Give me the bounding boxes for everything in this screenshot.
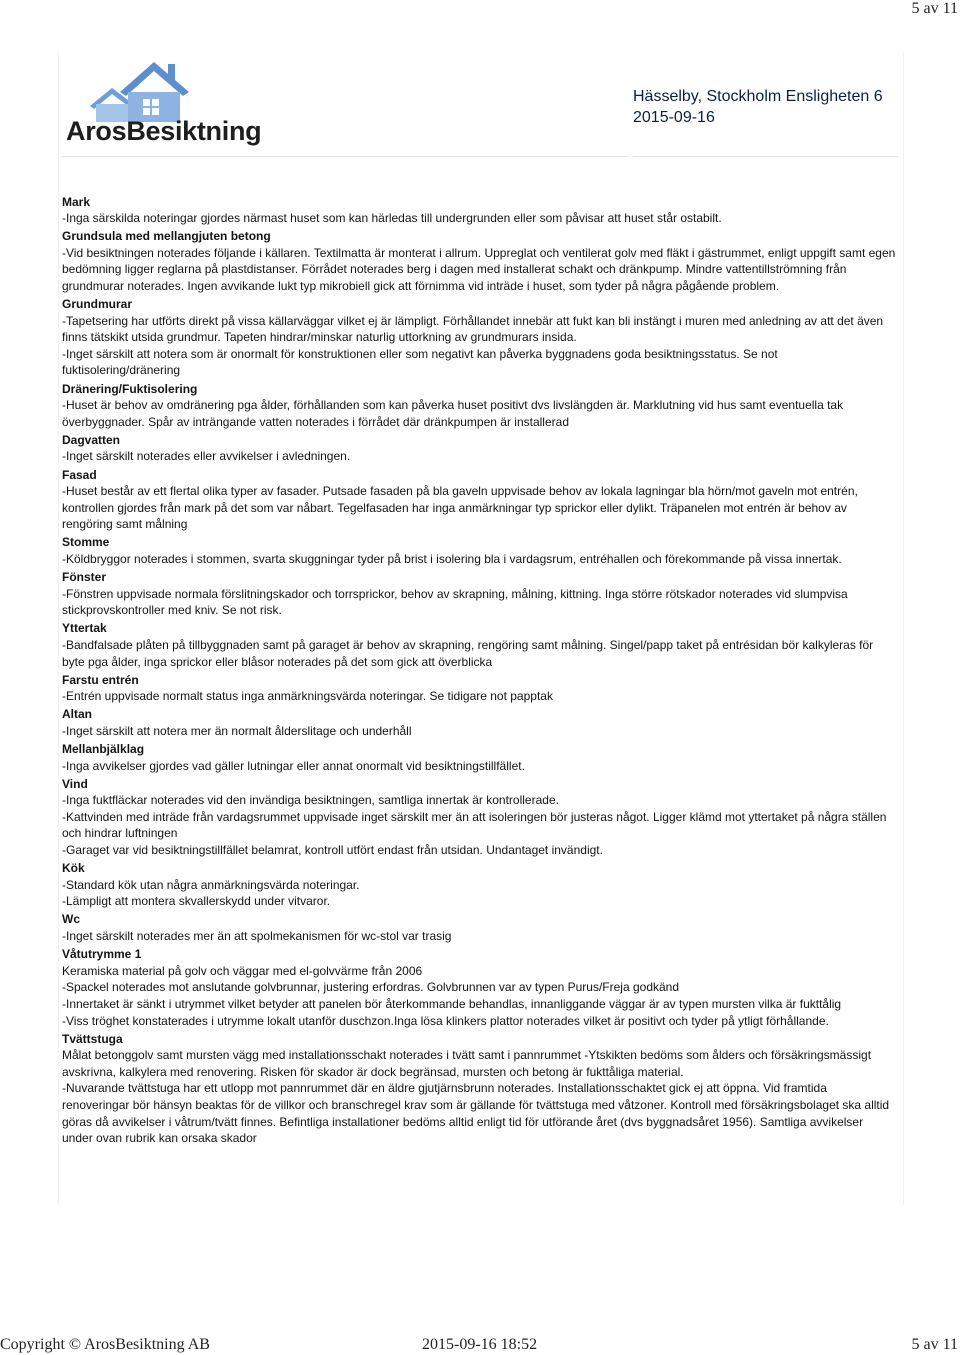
section-heading: Kök	[62, 861, 85, 876]
section-heading: Altan	[62, 707, 92, 722]
section-heading: Yttertak	[62, 621, 107, 636]
report-section	[62, 620, 897, 670]
report-section	[62, 228, 897, 294]
property-address: Hässelby, Stockholm Ensligheten 6	[633, 88, 883, 105]
report-section	[62, 946, 897, 1029]
report-section	[62, 534, 897, 567]
section-heading: Dagvatten	[62, 432, 121, 447]
page-footer	[0, 1336, 960, 1355]
section-paragraph: -Inget särskilt noterades mer än att spolmekanismen för wc-stol var trasig	[62, 929, 452, 944]
footer-copyright: Copyright © ArosBesiktning AB	[0, 1336, 210, 1353]
section-paragraph: -Inget särskilt att notera mer än normalt ålderslitage och underhåll	[62, 723, 412, 738]
section-paragraph: -Kattvinden med inträde från vardagsrummet uppvisade inget särskilt mer än att isoleringen bör justeras något. Ligger klämd mot yttertaket på några ställen och hindrar luftningen	[62, 809, 887, 841]
section-paragraph: -Innertaket är sänkt i utrymmet vilket betyder att panelen bör återkommande behandlas, innanliggande väggar är av typen mursten vilka är fukttålig	[62, 996, 842, 1011]
section-heading: Farstu entrén	[62, 672, 139, 687]
company-logo	[62, 56, 277, 156]
report-section	[62, 706, 897, 739]
logo-text: ArosBesiktning	[66, 116, 262, 146]
section-heading: Grundmurar	[62, 297, 133, 312]
report-section	[62, 296, 897, 379]
report-content	[62, 192, 897, 1147]
section-heading: Stomme	[62, 535, 110, 550]
report-section	[62, 672, 897, 705]
section-paragraph: -Vid besiktningen noterades följande i källaren. Textilmatta är monterat i allrum. Uppreglat och ventilerat golv med fläkt i gästrummet, enligt uppgift samt egen bedömning ligger reglarna på plastdistanser. Förrådet noterades berg i dagen med installerat schakt och dränkpump. Mindre vattentillströmning från grundmurar noterades. Ingen avvikande lukt typ mikrobiell gick att förnimma vid inträde i huset, som tyder på några pågående problem.	[62, 245, 896, 293]
report-section	[62, 432, 897, 465]
section-heading: Grundsula med mellangjuten betong	[62, 229, 271, 244]
section-paragraph: -Spackel noterades mot anslutande golvbrunnar, justering erfordras. Golvbrunnen var av typen Purus/Freja godkänd	[62, 980, 680, 995]
report-section	[62, 911, 897, 944]
section-paragraph: -Huset är behov av omdränering pga ålder, förhållanden som kan påverka huset positivt dvs livslängden är. Marklutning vid hus samt eventuella tak överbyggnader. Spår av inträngande vatten noterades i förrådet där dränkpumpen är installerad	[62, 398, 844, 429]
section-heading: Vind	[62, 776, 88, 791]
section-heading: Våtutrymme 1	[62, 947, 142, 962]
report-section	[62, 194, 897, 227]
section-heading: Mellanbjälklag	[62, 742, 145, 756]
header-divider-left	[62, 156, 628, 157]
section-paragraph: Keramiska material på golv och väggar med el-golvvärme från 2006	[62, 963, 423, 978]
section-paragraph: -Inga avvikelser gjordes vad gäller lutningar eller annat onormalt vid besiktningstillfället.	[62, 758, 525, 773]
section-paragraph: -Nuvarande tvättstuga har ett utlopp mot pannrummet där en äldre gjutjärnsbrunn noterades. Installationsschaktet gick ej att öppna. Vid framtida renoveringar bör hänsyn beaktas för de villkor och branschregel krav som är gällande för tvättstuga med våtzoner. Kontroll med försäkringsbolaget ska alltid göras då avvikelser i våtrum/tvätt finnes. Befintliga installationer bedöms alltid enligt tid för utförande året (dvs byggnadsåret 1956). Samtliga avvikelser under ovan rubrik kan orsaka skador	[62, 1081, 890, 1146]
section-paragraph: -Entrén uppvisade normalt status inga anmärkningsvärda noteringar. Se tidigare not papptak	[62, 689, 553, 704]
section-paragraph: -Inget särskilt noterades eller avvikelser i avledningen.	[62, 449, 351, 464]
section-paragraph: -Tapetsering har utförts direkt på vissa källarväggar vilket ej är lämpligt. Förhållandet innebär att fukt kan bli instängt i muren med anledning av att det även finns tätskikt utsida grundmur. Tapeten hindrar/minskar naturlig uttorkning av grundmurars insida.	[62, 313, 884, 345]
section-heading: Dränering/Fuktisolering	[62, 381, 198, 396]
section-paragraph: -Bandfalsade plåten på tillbyggnaden samt på garaget är behov av skrapning, rengöring samt målning. Singel/papp taket på entrésidan bör kalkyleras för byte pga ålder, inga sprickor eller blåsor noterades på det som gick att överblicka	[62, 637, 874, 669]
report-section	[62, 776, 897, 859]
report-section	[62, 569, 897, 619]
report-date: 2015-09-16	[633, 109, 715, 126]
section-paragraph: Målat betonggolv samt mursten vägg med installationsschakt noterades i tvätt samt i pannrummet -Ytskikten bedöms som ålders och försäkringsmässigt avskrivna, kalkylera med renovering. Risken för skador är dock begränsad, mursten och betong är fukttåliga material.	[62, 1048, 872, 1079]
section-heading: Mark	[62, 194, 91, 209]
section-paragraph: -Garaget var vid besiktningstillfället belamrat, kontroll utfört endast från utsidan. Undantaget invändigt.	[62, 843, 603, 858]
section-paragraph: -Standard kök utan några anmärkningsvärda noteringar.	[62, 877, 360, 892]
report-section	[62, 467, 897, 533]
page-indicator-top: 5 av 11	[911, 0, 958, 17]
section-paragraph: -Köldbryggor noterades i stommen, svarta skuggningar tyder på brist i isolering bla i vardagsrum, entréhallen och förekommande på vissa innertak.	[62, 551, 842, 566]
section-heading: Wc	[62, 912, 80, 927]
section-paragraph: -Inga fuktfläckar noterades vid den invändiga besiktningen, samtliga innertak är kontrollerade.	[62, 793, 559, 808]
header-divider-right	[633, 156, 898, 157]
section-paragraph: -Viss tröghet konstaterades i utrymme lokalt utanför duschzon.Inga lösa klinkers plattor noterades vilket är positivt och tyder på ytligt förhållande.	[62, 1013, 829, 1028]
footer-page-number: 5 av 11	[911, 1336, 958, 1353]
section-paragraph: -Huset består av ett flertal olika typer av fasader. Putsade fasaden på bla gaveln uppvisade behov av lokala lagningar bla hörn/mot gaveln mot entrén, kontrollen gjordes från mark på det som var nåbart. Tegelfasaden har inga anmärkningar typ sprickor eller dylikt. Träpanelen mot entrén är behov av rengöring samt målning	[62, 484, 858, 532]
footer-timestamp: 2015-09-16 18:52	[422, 1336, 538, 1353]
section-paragraph: -Lämpligt att montera skvallerskydd under vitvaror.	[62, 894, 331, 909]
section-heading: Tvättstuga	[62, 1031, 123, 1046]
report-section	[62, 741, 897, 774]
report-section	[62, 381, 897, 431]
report-section	[62, 1031, 897, 1147]
property-header	[633, 86, 883, 128]
section-paragraph: -Inga särskilda noteringar gjordes närmast huset som kan härledas till undergrunden eller som påvisar att huset står ostabilt.	[62, 211, 722, 226]
section-heading: Fönster	[62, 570, 107, 585]
section-paragraph: -Fönstren uppvisade normala förslitningskador och torrsprickor, behov av skrapning, målning, kittning. Inga större rötskador noterades vid slumpvisa stickprovskontroller med kniv. Se not risk.	[62, 586, 848, 618]
section-paragraph: -Inget särskilt att notera som är onormalt för konstruktionen eller som negativt kan påverka byggnadens goda besiktningsstatus. Se not fuktisolering/dränering	[62, 346, 778, 378]
report-section	[62, 860, 897, 910]
section-heading: Fasad	[62, 467, 97, 482]
